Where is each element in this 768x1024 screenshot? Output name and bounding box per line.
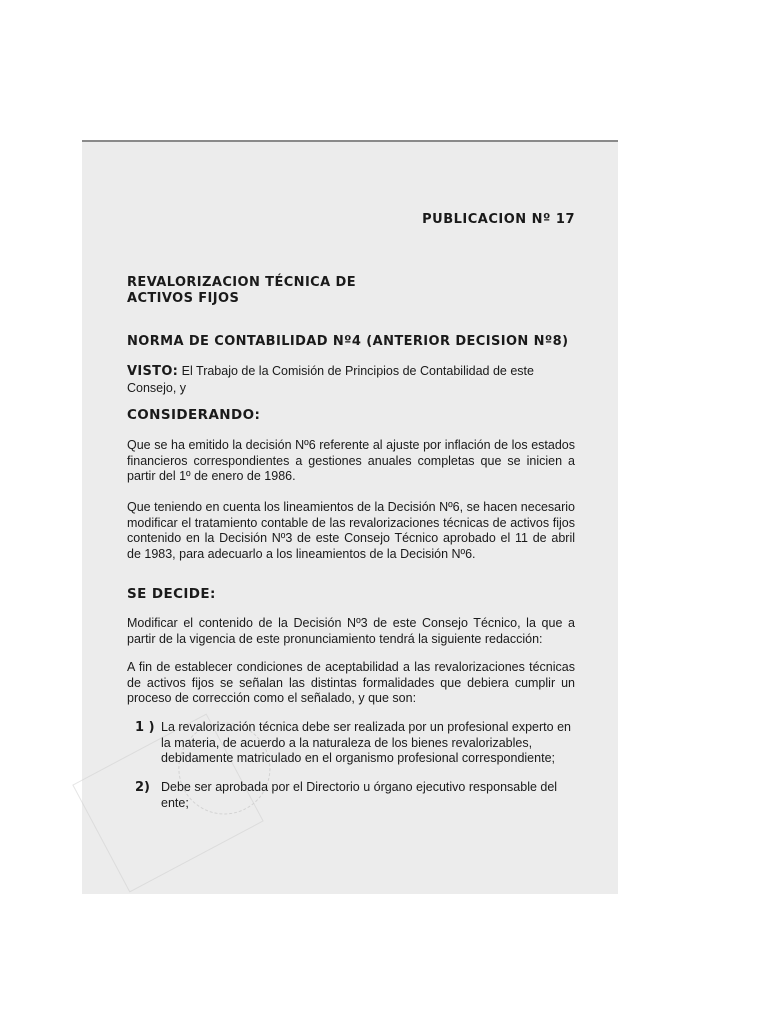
decide-paragraph-1: Modificar el contenido de la Decisión Nº3 de este Consejo Técnico, la que a partir de la vigencia de este pronunciamiento tendrá la siguiente redacción: — [127, 616, 575, 646]
decide-paragraph-2: A fin de establecer condiciones de aceptabilidad a las revalorizaciones técnicas de activos fijos se señalan las distintas formalidades que debiera cumplir un proceso de corrección como el señalado, y que son: — [127, 660, 575, 705]
list-item-text: Debe ser aprobada por el Directorio u órgano ejecutivo responsable del ente; — [161, 780, 558, 810]
se-decide-heading: SE DECIDE: — [127, 586, 216, 602]
norma-heading: NORMA DE CONTABILIDAD Nº4 (ANTERIOR DECISION Nº8) — [127, 334, 569, 349]
title-line-2: ACTIVOS FIJOS — [127, 291, 240, 306]
list-item-number: 2) — [135, 780, 150, 795]
list-item-text: La revalorización técnica debe ser realizada por un profesional experto en la materia, de acuerdo a la naturaleza de los bienes revalorizables, debidamente matriculado en el organismo profesional correspondiente; — [161, 720, 571, 765]
considerando-heading: CONSIDERANDO: — [127, 407, 261, 423]
visto-text: El Trabajo de la Comisión de Principios de Contabilidad de este Consejo, y — [127, 364, 534, 395]
visto-label: VISTO: — [127, 364, 179, 379]
document-page — [82, 140, 618, 894]
publication-number: PUBLICACION Nº 17 — [422, 212, 575, 227]
considerando-paragraph-1: Que se ha emitido la decisión Nº6 referente al ajuste por inflación de los estados financieros correspondientes a gestiones anuales completas que se inicien a partir del 1º de enero de 1986. — [127, 438, 575, 483]
title-line-1: REVALORIZACION TÉCNICA DE — [127, 275, 356, 290]
considerando-paragraph-2: Que teniendo en cuenta los lineamientos de la Decisión Nº6, se hacen necesario modificar el tratamiento contable de las revalorizaciones técnicas de activos fijos contenido en la Decisión Nº3 de este Consejo Técnico aprobado el 11 de abril de 1983, para adecuarlo a los lineamientos de la Decisión Nº6. — [127, 500, 575, 561]
visto-paragraph — [127, 363, 575, 396]
list-item-number: 1 ) — [135, 720, 155, 735]
document-title — [127, 275, 356, 307]
